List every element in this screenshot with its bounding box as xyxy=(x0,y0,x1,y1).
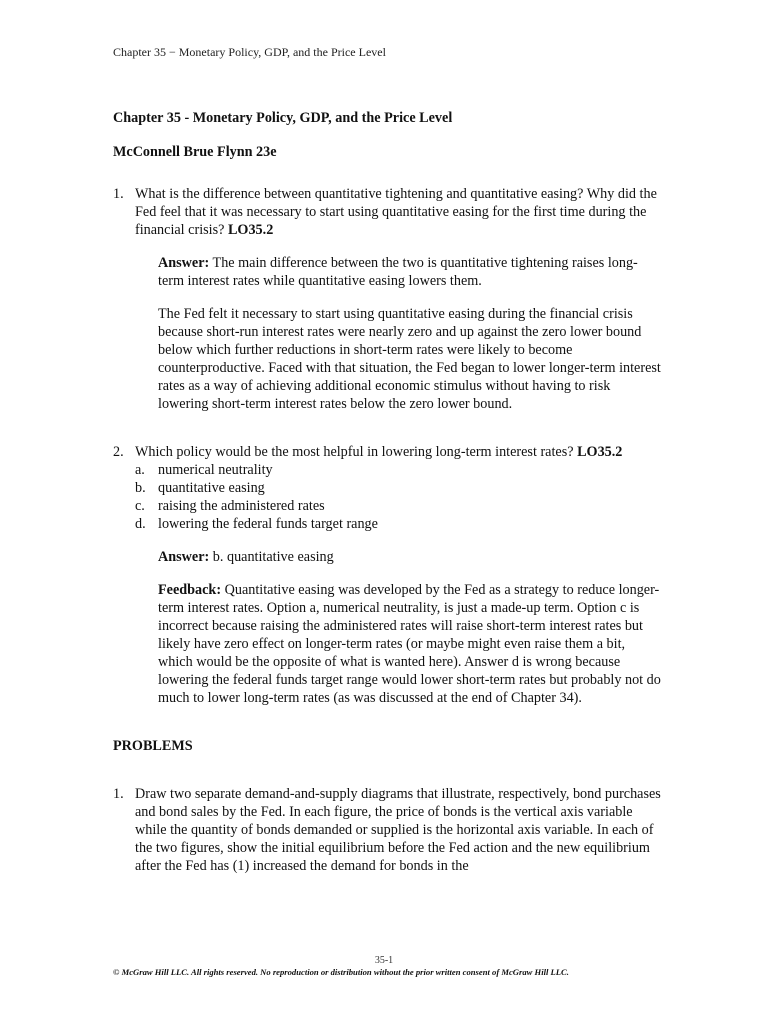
option-letter: a. xyxy=(135,462,145,478)
question-number: 2. xyxy=(113,444,124,460)
option-a xyxy=(135,461,661,479)
option-letter: c. xyxy=(135,498,145,514)
question-2-answer xyxy=(113,548,661,566)
option-d xyxy=(135,515,661,533)
feedback-label: Feedback: xyxy=(158,582,222,598)
answer-label: Answer: xyxy=(158,255,210,271)
learning-objective: LO35.2 xyxy=(227,222,274,238)
option-letter: d. xyxy=(135,516,146,532)
answer-label: Answer: xyxy=(158,549,210,565)
problems-heading: PROBLEMS xyxy=(113,738,193,754)
option-text: numerical neutrality xyxy=(158,462,273,478)
question-2 xyxy=(113,443,661,533)
option-text: raising the administered rates xyxy=(158,498,325,514)
question-text: Which policy would be the most helpful in lowering long-term interest rates? xyxy=(135,444,574,460)
problem-number: 1. xyxy=(113,786,124,802)
running-header: Chapter 35 − Monetary Policy, GDP, and the Price Level xyxy=(113,45,386,59)
answer-options xyxy=(135,461,661,533)
question-1-answer xyxy=(113,254,661,290)
answer-text: The main difference between the two is quantitative tightening raises long-term interest rates while quantitative easing lowers them. xyxy=(158,255,638,289)
option-text: lowering the federal funds target range xyxy=(158,516,378,532)
feedback-text: Quantitative easing was developed by the Fed as a strategy to reduce longer-term interest rates. Option a, numerical neutrality, is just a made-up term. Option c is incorrect because raising the administered rates will raise short-term interest rates but likely have zero effect on longer-term rates (or maybe might even raise them a bit, which would be the opposite of what is wanted here). Answer d is wrong because lowering the federal funds target range would lower short-term rates but probably not do much to lower long-term rates (as was discussed at the end of Chapter 34). xyxy=(158,582,661,706)
page-content xyxy=(113,109,661,875)
copyright-notice: © McGraw Hill LLC. All rights reserved. No reproduction or distribution without the prior written consent of McGraw Hill LLC. xyxy=(113,967,569,977)
question-1-answer-explanation: The Fed felt it necessary to start using quantitative easing during the financial crisis because short-run interest rates were nearly zero and up against the zero lower bound below which further reductions in short-term rates were likely to become counterproductive. Faced with that situation, the Fed began to lower longer-term interest rates as a way of achieving additional economic stimulus without having to risk lowering short-term interest rates below the zero lower bound. xyxy=(158,306,661,412)
option-b xyxy=(135,479,661,497)
learning-objective: LO35.2 xyxy=(577,444,623,460)
answer-text: b. quantitative easing xyxy=(212,549,334,565)
question-2-feedback xyxy=(113,581,661,707)
question-1 xyxy=(113,185,661,239)
option-letter: b. xyxy=(135,480,146,496)
option-c xyxy=(135,497,661,515)
option-text: quantitative easing xyxy=(158,480,265,496)
document-title: Chapter 35 - Monetary Policy, GDP, and the Price Level xyxy=(113,110,453,126)
page-number: 35-1 xyxy=(374,955,394,966)
question-text: What is the difference between quantitative tightening and quantitative easing? Why did the Fed feel that it was necessary to start using quantitative easing for the first time during the financial crisis? xyxy=(135,186,657,238)
problem-1 xyxy=(113,785,661,875)
document-subtitle: McConnell Brue Flynn 23e xyxy=(113,144,277,160)
question-number: 1. xyxy=(113,186,124,202)
problem-text: Draw two separate demand-and-supply diagrams that illustrate, respectively, bond purchases and bond sales by the Fed. In each figure, the price of bonds is the vertical axis variable while the quantity of bonds demanded or supplied is the horizontal axis variable. In each of the two figures, show the initial equilibrium before the Fed action and the new equilibrium after the Fed has (1) increased the demand for bonds in the xyxy=(135,786,661,874)
